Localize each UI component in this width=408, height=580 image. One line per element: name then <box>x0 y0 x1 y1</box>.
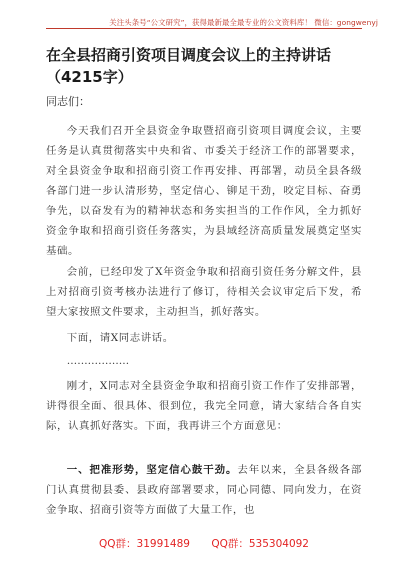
paragraph-speaker-intro: 下面，请X同志讲话。 <box>66 332 174 344</box>
section-text: 去年以来，全县各级各部门认真贯彻县委、县政府部署要求，同心同德、同向发力，在资金争取、招商引资等方面做了大量工作，也 <box>46 464 362 516</box>
section-heading: 一、把准形势，坚定信心鼓干劲。 <box>66 464 238 476</box>
top-banner <box>0 10 408 29</box>
document-title: 在全县招商引资项目调度会议上的主持讲话（4215字） <box>46 46 332 86</box>
paragraph-summary: 刚才，X同志对全县资金争取和招商引资工作作了安排部署，讲得很全面、很具体、很到位，我完全同意，请大家结合各自实际，认真抓好落实。下面，我再讲三个方面意见： <box>46 380 362 432</box>
header-divider <box>46 28 362 29</box>
section-one-paragraph <box>46 460 362 520</box>
salutation: 同志们： <box>46 95 90 108</box>
footer <box>0 536 408 551</box>
ellipsis-line: ……………… <box>66 355 130 367</box>
footer-qq-group-1: QQ群：31991489 <box>99 538 190 550</box>
banner-text: 关注头条号“公文研究”，获得最新最全最专业的公文资料库！ 微信：gongwenyj <box>109 18 378 27</box>
paragraph-opening: 今天我们召开全县资金争取暨招商引资项目调度会议，主要任务是认真贯彻落实中央和省、市委关于经济工作的部署要求，对全县资金争取和招商引资工作再安排、再部署，动员全县各级各部门进一步认清形势，坚定信心、铆足干劲，咬定目标、奋勇争先，以奋发有为的精神状态和务实担当的工作作风，全力抓好资金争取和招商引资任务落实，为县域经济高质量发展奠定坚实基础。 <box>46 125 362 257</box>
paragraph-preparation: 会前，已经印发了X年资金争取和招商引资任务分解文件，县上对招商引资考核办法进行了修订，待相关会议审定后下发，希望大家按照文件要求，主动担当，抓好落实。 <box>46 266 362 318</box>
footer-qq-group-2: QQ群：535304092 <box>211 538 309 550</box>
